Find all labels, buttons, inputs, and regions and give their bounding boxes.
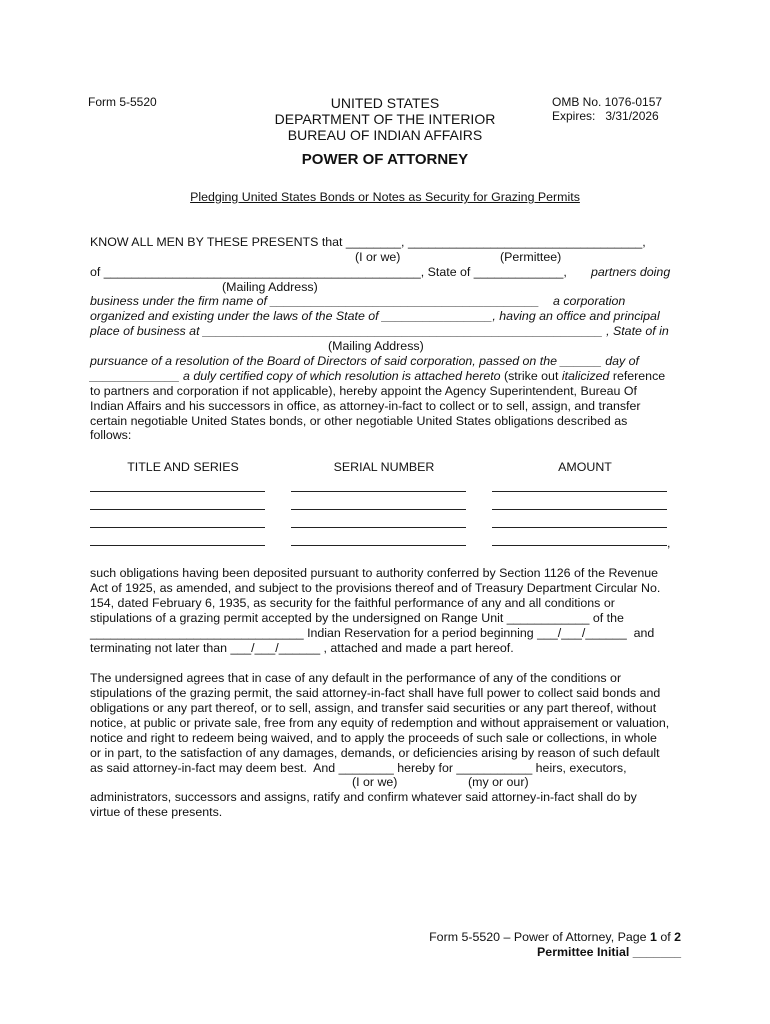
body-line-6: pursuance of a resolution of the Board of Directors of said corporation, passed on the ______ day of <box>90 354 639 368</box>
header-line-1: UNITED STATES <box>330 95 440 111</box>
footer-page-number: 1 <box>649 930 657 944</box>
body-line-3-corp: a corporation <box>553 294 626 308</box>
header-line-3: BUREAU OF INDIAN AFFAIRS <box>287 127 483 143</box>
page-title: POWER OF ATTORNEY <box>301 151 469 168</box>
para3-line-9: virtue of these presents. <box>90 805 223 819</box>
blank-amount-4[interactable] <box>492 545 667 546</box>
para3-line-3: obligations or any part thereof, or to sell, assign, and transfer said securities or any part thereof, without <box>90 701 657 715</box>
para3-line-6: or in part, to the satisfaction of any damages, demands, or deficiencies arising by reason of such default <box>90 746 660 760</box>
blank-serial-1[interactable] <box>291 491 466 492</box>
blank-title-3[interactable] <box>90 527 265 528</box>
col-header-amount: AMOUNT <box>558 460 612 474</box>
omb-number: OMB No. 1076-0157 <box>552 95 663 109</box>
blank-title-4[interactable] <box>90 545 265 546</box>
label-mailing-address-1: (Mailing Address) <box>222 280 318 294</box>
label-i-or-we-2: (I or we) <box>352 775 398 789</box>
form-number: Form 5-5520 <box>88 95 157 109</box>
col-header-title-series: TITLE AND SERIES <box>127 460 239 474</box>
body-line-1: KNOW ALL MEN BY THESE PRESENTS that ________, __________________________________, <box>90 235 646 249</box>
blank-title-2[interactable] <box>90 509 265 510</box>
omb-expires: Expires: 3/31/2026 <box>552 109 659 123</box>
col-header-serial-number: SERIAL NUMBER <box>333 460 435 474</box>
label-permittee: (Permittee) <box>500 250 562 264</box>
para3-line-8: administrators, successors and assigns, ratify and confirm whatever said attorney-in-fact shall do by <box>90 790 637 804</box>
footer-page-total: 2 <box>674 930 681 944</box>
body-line-7-strike-note: (strike out <box>500 369 562 383</box>
para2-line-2: Act of 1925, as amended, and subject to the provisions thereof and of Treasury Department Circular No. <box>90 581 661 595</box>
para2-line-6: terminating not later than ___/___/______ , attached and made a part hereof. <box>90 641 514 655</box>
body-line-10: certain negotiable United States bonds, or other negotiable United States obligations described as <box>90 414 628 428</box>
body-line-7-reference: reference <box>609 369 666 383</box>
para3-line-4: notice, at public or private sale, free from any equity of redemption and without appraisement or valuation, <box>90 716 670 730</box>
permittee-initial[interactable]: Permittee Initial _______ <box>537 945 681 959</box>
body-line-7 <box>90 369 665 384</box>
body-line-3: business under the firm name of _______________________________________ <box>90 294 540 308</box>
body-line-9: Indian Affairs and his successors in office, as attorney-in-fact to collect or to sell, assign, and transfer <box>90 399 641 413</box>
body-line-2-italic: partners doing <box>591 265 671 279</box>
footer-of: of <box>656 930 675 944</box>
page-subtitle: Pledging United States Bonds or Notes as Security for Grazing Permits <box>190 190 580 204</box>
para3-line-2: stipulations of the grazing permit, the said attorney-in-fact shall have full power to collect said bonds and <box>90 686 661 700</box>
blank-amount-1[interactable] <box>492 491 667 492</box>
blank-amount-2[interactable] <box>492 509 667 510</box>
label-i-or-we: (I or we) <box>355 250 401 264</box>
para2-line-1: such obligations having been deposited pursuant to authority conferred by Section 1126 of the Revenue <box>90 566 659 580</box>
body-line-7-italicized: italicized <box>561 369 610 383</box>
label-my-or-our: (my or our) <box>468 775 529 789</box>
body-line-7-italic: _____________ a duly certified copy of which resolution is attached hereto <box>90 369 501 383</box>
blank-serial-4[interactable] <box>291 545 466 546</box>
para2-line-4: stipulations of a grazing permit accepted by the undersigned on Range Unit ____________ of the <box>90 611 624 625</box>
para3-line-1: The undersigned agrees that in case of any default in the performance of any of the conditions or <box>90 671 622 685</box>
body-line-8: to partners and corporation if not applicable), hereby appoint the Agency Superintendent, Bureau Of <box>90 384 637 398</box>
footer-page-info <box>380 930 681 945</box>
blank-serial-2[interactable] <box>291 509 466 510</box>
para2-line-5: _______________________________ Indian Reservation for a period beginning ___/___/______ and <box>90 626 655 640</box>
body-line-2: of ______________________________________________, State of _____________, <box>90 265 567 279</box>
body-line-5: place of business at __________________________________________________________ , State of in <box>90 324 669 338</box>
blank-title-1[interactable] <box>90 491 265 492</box>
para3-line-7: as said attorney-in-fact may deem best. And ________ hereby for ___________ heirs, executors, <box>90 761 627 775</box>
footer-form-label: Form 5-5520 – Power of Attorney, Page <box>429 930 650 944</box>
para3-line-5: notice and right to redeem being waived, and to apply the proceeds of such sale or collections, in whole <box>90 731 657 745</box>
header-line-2: DEPARTMENT OF THE INTERIOR <box>274 111 496 127</box>
label-mailing-address-2: (Mailing Address) <box>328 339 424 353</box>
para2-line-3: 154, dated February 6, 1935, as security for the faithful performance of any and all conditions or <box>90 596 615 610</box>
blank-amount-3[interactable] <box>492 527 667 528</box>
body-line-11: follows: <box>90 428 132 442</box>
body-line-4: organized and existing under the laws of the State of ________________, having an office and principal <box>90 309 660 323</box>
table-trailing-comma: , <box>667 536 671 550</box>
blank-serial-3[interactable] <box>291 527 466 528</box>
